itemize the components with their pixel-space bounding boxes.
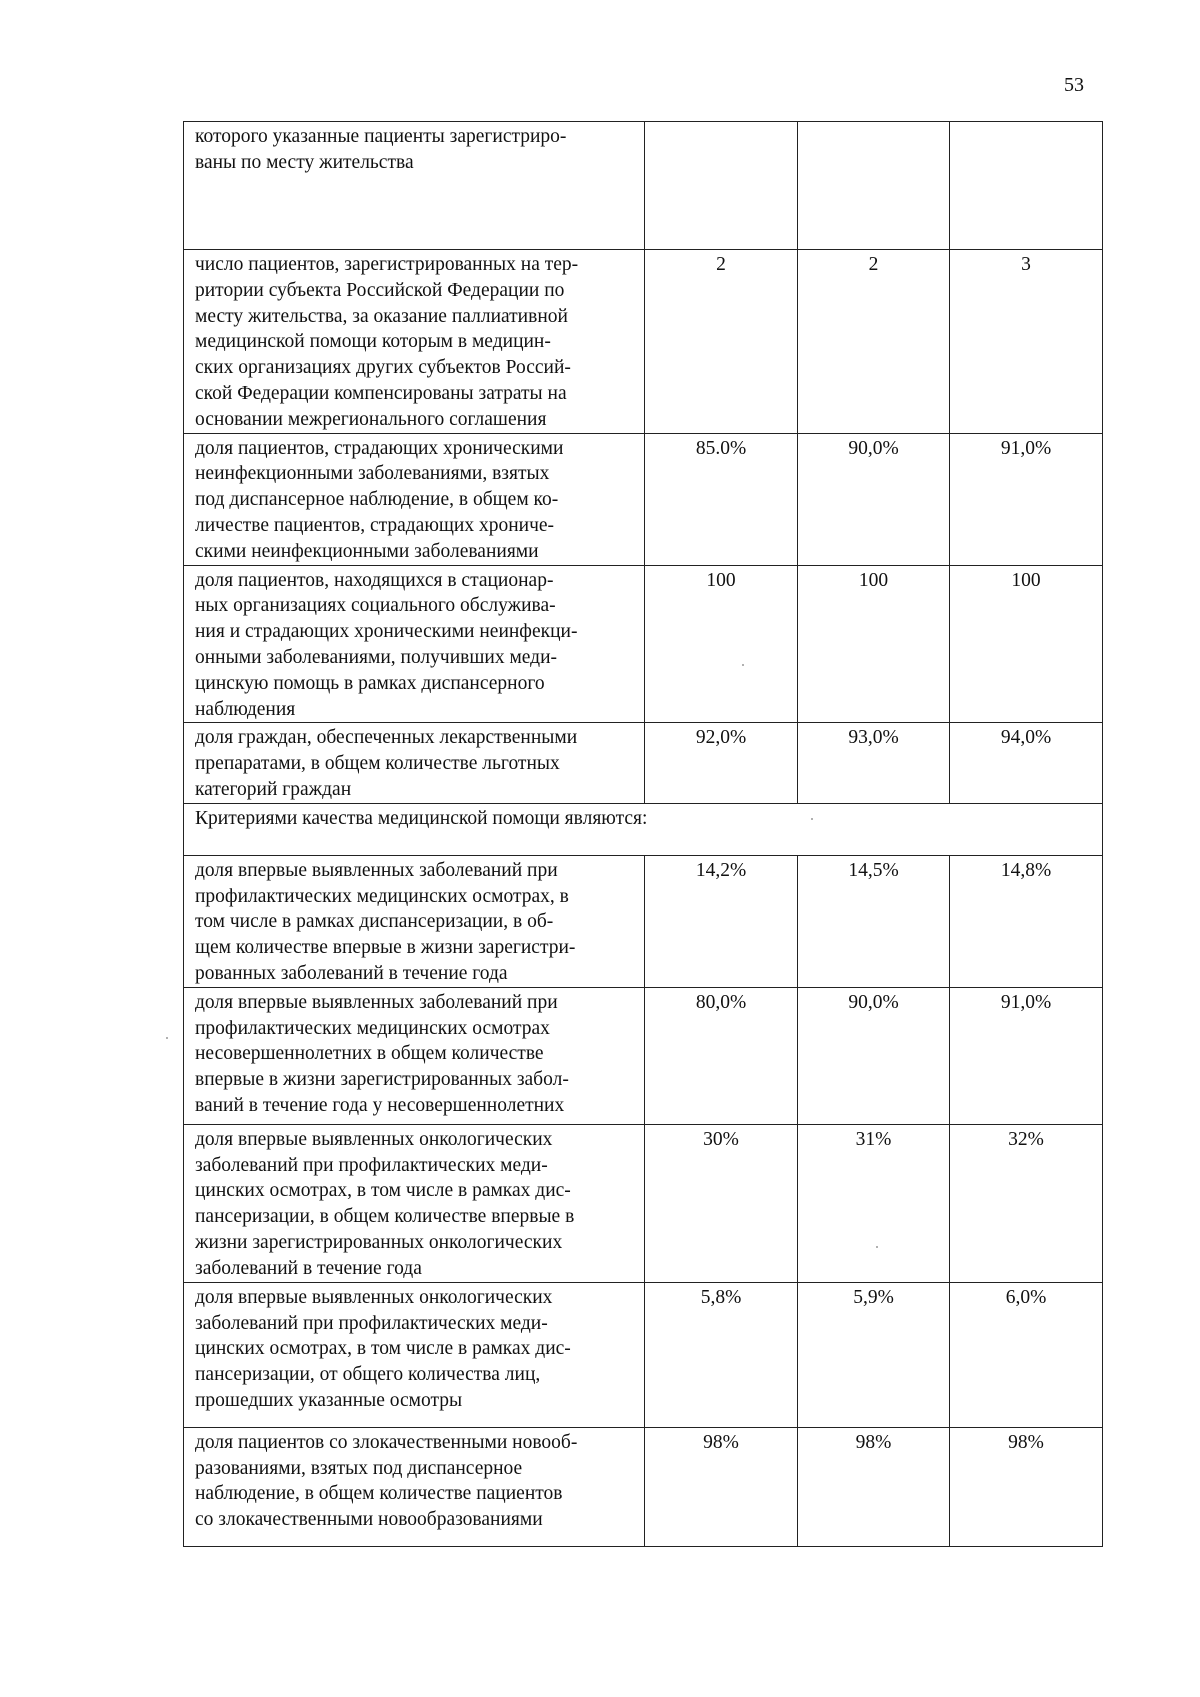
indicator-description <box>184 723 645 803</box>
value-cell: 80,0% <box>645 987 798 1124</box>
table-row <box>184 1282 1103 1427</box>
value-cell: 3 <box>950 250 1103 434</box>
description-line: ритории субъекта Российской Федерации по <box>195 279 565 301</box>
value-cell: 90,0% <box>798 987 950 1124</box>
description-line: несовершеннолетних в общем количестве <box>195 1043 544 1065</box>
description-line: заболеваний при профилактических меди- <box>195 1154 548 1176</box>
description-line: число пациентов, зарегистрированных на тер- <box>195 254 579 275</box>
description-line: категорий граждан <box>195 778 352 800</box>
table-row <box>184 855 1103 987</box>
scan-speck <box>811 818 813 820</box>
indicators-table <box>183 121 1103 1547</box>
value-cell: 5,8% <box>645 1282 798 1427</box>
indicator-description <box>184 433 645 565</box>
criteria-heading: Критериями качества медицинской помощи являются: <box>184 803 1103 855</box>
description-line: пансеризации, в общем количестве впервые в <box>195 1206 575 1228</box>
indicator-description <box>184 250 645 434</box>
description-line: ваны по месту жительства <box>195 151 414 173</box>
indicator-description <box>184 1282 645 1427</box>
description-line: под диспансерное наблюдение, в общем ко- <box>195 489 559 511</box>
value-cell: 91,0% <box>950 433 1103 565</box>
description-line: ваний в течение года у несовершеннолетних <box>195 1094 565 1116</box>
description-line: цинскую помощь в рамках диспансерного <box>195 672 545 694</box>
value-cell: 92,0% <box>645 723 798 803</box>
value-cell: 85.0% <box>645 433 798 565</box>
description-line: ской Федерации компенсированы затраты на <box>195 382 567 404</box>
table-row <box>184 723 1103 803</box>
value-cell: 14,5% <box>798 855 950 987</box>
description-line: профилактических медицинских осмотрах <box>195 1017 550 1039</box>
indicator-description <box>184 1124 645 1282</box>
table-row <box>184 565 1103 723</box>
description-line: со злокачественными новообразованиями <box>195 1509 543 1531</box>
table-row <box>184 433 1103 565</box>
description-line: медицинской помощи которым в медицин- <box>195 331 551 353</box>
indicator-description <box>184 987 645 1124</box>
description-line: заболеваний при профилактических меди- <box>195 1312 548 1334</box>
description-line: впервые в жизни зарегистрированных забол- <box>195 1069 569 1091</box>
description-line: препаратами, в общем количестве льготных <box>195 753 560 775</box>
value-cell: 31% <box>798 1124 950 1282</box>
description-line: пансеризации, от общего количества лиц, <box>195 1364 541 1386</box>
description-line: ских организациях других субъектов Россий- <box>195 357 571 379</box>
description-line: доля пациентов со злокачественными новооб- <box>195 1431 578 1453</box>
table-body-bottom <box>184 855 1103 1546</box>
description-line: наблюдения <box>195 698 296 720</box>
indicator-description <box>184 122 645 250</box>
description-line: онными заболеваниями, получивших меди- <box>195 646 558 668</box>
description-line: ных организациях социального обслужива- <box>195 595 556 617</box>
scan-speck <box>876 1246 878 1248</box>
value-cell: 90,0% <box>798 433 950 565</box>
criteria-section <box>184 803 1103 855</box>
table-row <box>184 250 1103 434</box>
description-line: основании межрегионального соглашения <box>195 408 547 430</box>
description-line: доля впервые выявленных заболеваний при <box>195 859 558 881</box>
description-line: цинских осмотрах, в том числе в рамках дис- <box>195 1180 571 1202</box>
value-cell: 5,9% <box>798 1282 950 1427</box>
value-cell: 2 <box>645 250 798 434</box>
description-line: которого указанные пациенты зарегистриро- <box>195 126 567 147</box>
value-cell <box>798 122 950 250</box>
description-line: цинских осмотрах, в том числе в рамках дис- <box>195 1338 571 1360</box>
value-cell: 100 <box>798 565 950 723</box>
description-line: разованиями, взятых под диспансерное <box>195 1457 523 1479</box>
table-body-top <box>184 122 1103 804</box>
description-line: прошедших указанные осмотры <box>195 1389 463 1411</box>
description-line: доля пациентов, страдающих хроническими <box>195 437 564 459</box>
value-cell: 94,0% <box>950 723 1103 803</box>
description-line: том числе в рамках диспансеризации, в об- <box>195 911 554 933</box>
description-line: щем количестве впервые в жизни зарегистри- <box>195 937 576 959</box>
value-cell: 98% <box>950 1427 1103 1546</box>
description-line: профилактических медицинских осмотрах, в <box>195 885 569 907</box>
description-line: месту жительства, за оказание паллиативной <box>195 305 568 327</box>
value-cell: 2 <box>798 250 950 434</box>
value-cell: 100 <box>645 565 798 723</box>
scan-speck <box>166 1037 168 1039</box>
indicator-description <box>184 565 645 723</box>
description-line: ния и страдающих хроническими неинфекци- <box>195 621 578 643</box>
description-line: наблюдение, в общем количестве пациентов <box>195 1483 563 1505</box>
indicator-description <box>184 855 645 987</box>
value-cell <box>950 122 1103 250</box>
description-line: доля впервые выявленных онкологических <box>195 1128 553 1150</box>
value-cell: 100 <box>950 565 1103 723</box>
table-row <box>184 987 1103 1124</box>
page-number: 53 <box>1064 74 1084 96</box>
value-cell: 14,8% <box>950 855 1103 987</box>
description-line: доля граждан, обеспеченных лекарственными <box>195 727 578 749</box>
value-cell: 14,2% <box>645 855 798 987</box>
value-cell: 98% <box>798 1427 950 1546</box>
value-cell: 32% <box>950 1124 1103 1282</box>
table-row <box>184 1427 1103 1546</box>
value-cell: 6,0% <box>950 1282 1103 1427</box>
description-line: доля пациентов, находящихся в стационар- <box>195 569 554 591</box>
value-cell: 93,0% <box>798 723 950 803</box>
description-line: личестве пациентов, страдающих хрониче- <box>195 514 555 536</box>
description-line: заболеваний в течение года <box>195 1257 422 1279</box>
description-line: рованных заболеваний в течение года <box>195 962 508 984</box>
value-cell: 91,0% <box>950 987 1103 1124</box>
description-line: жизни зарегистрированных онкологических <box>195 1231 563 1253</box>
description-line: доля впервые выявленных заболеваний при <box>195 991 558 1013</box>
table-row <box>184 1124 1103 1282</box>
table-row <box>184 122 1103 250</box>
value-cell <box>645 122 798 250</box>
description-line: скими неинфекционными заболеваниями <box>195 540 539 562</box>
value-cell: 98% <box>645 1427 798 1546</box>
indicator-description <box>184 1427 645 1546</box>
description-line: доля впервые выявленных онкологических <box>195 1286 553 1308</box>
value-cell: 30% <box>645 1124 798 1282</box>
scan-speck <box>742 664 744 666</box>
criteria-heading-row <box>184 803 1103 855</box>
description-line: неинфекционными заболеваниями, взятых <box>195 463 550 485</box>
